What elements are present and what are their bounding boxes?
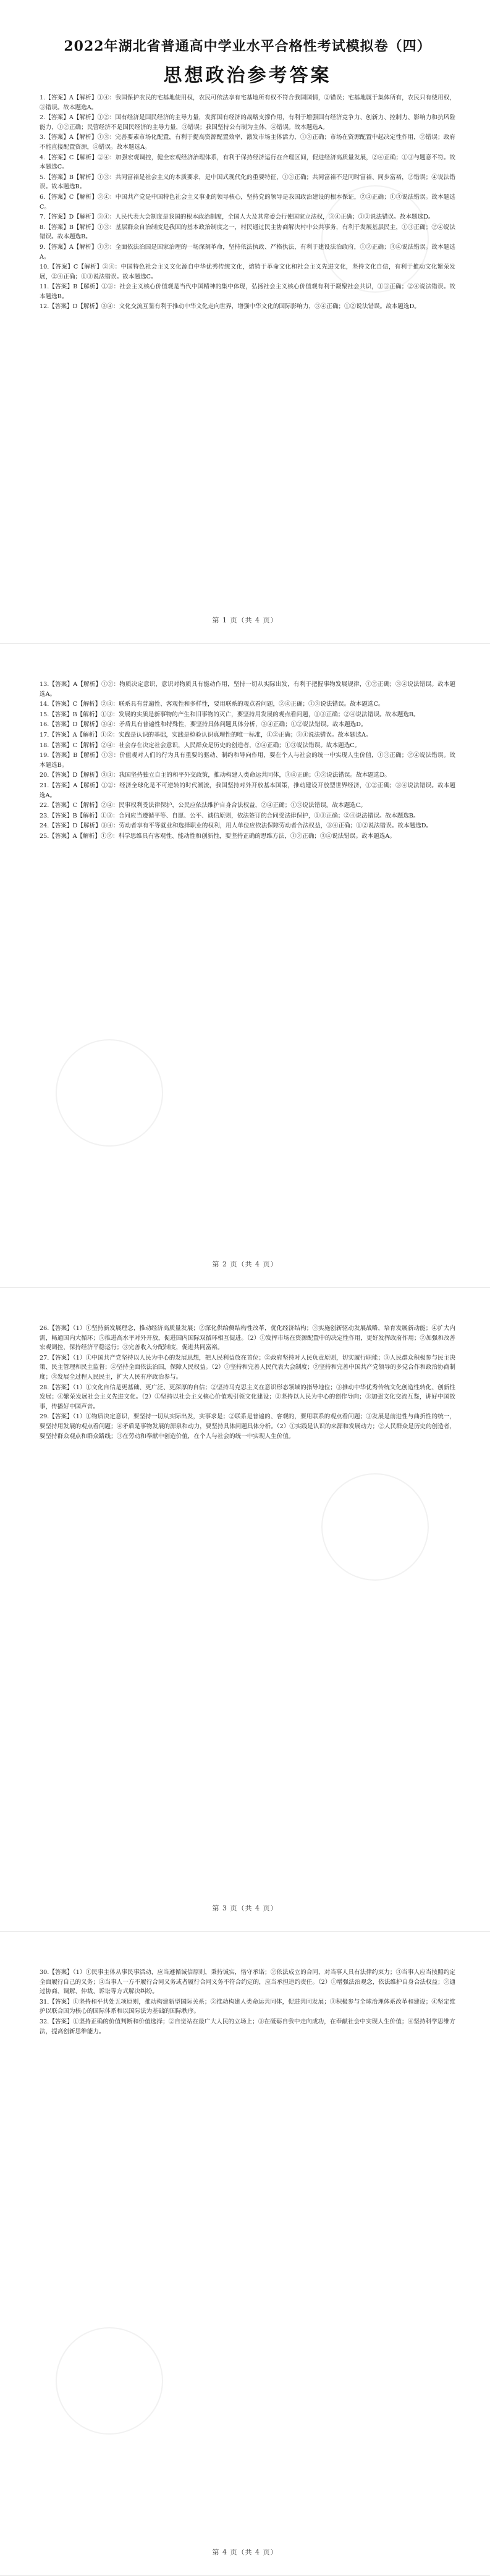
- answer-item: 19.【答案】B【解析】①③：价值观对人们的行为具有重要的驱动、制约和导向作用，要在个人与社会的统一中实现人生价值，①③正确；②④说法错误。故本题选B。: [40, 752, 455, 769]
- answer-item: 28.【答案】（1）①文化自信是更基础、更广泛、更深厚的自信；②坚持马克思主义在意识形态领域的指导地位；③推动中华优秀传统文化创造性转化、创新性发展；④繁荣发展社会主义先进文化。（2）①坚持以社会主义核心价值观引领文化建设；②坚持以人民为中心的创作导向；③加强文化交流互鉴，讲好中国故事，传播好中国声音。: [40, 1384, 455, 1410]
- answer-list: [40, 1968, 455, 2036]
- answer-list: [40, 680, 455, 842]
- answer-item: 12.【答案】D【解析】③④：文化交流互鉴有利于推动中华文化走向世界，增强中华文化的国际影响力，③④正确；①②说法错误。故本题选D。: [40, 303, 420, 311]
- answer-page-2: [0, 644, 490, 1288]
- page-footer: 第 3 页（共 4 页）: [212, 1904, 278, 1912]
- answer-item: 15.【答案】B【解析】①③：发展的实质是新事物的产生和旧事物的灭亡，要坚持用发展的观点看问题，①③正确；②④说法错误。故本题选B。: [40, 711, 420, 718]
- answer-item: 29.【答案】（1）①物质决定意识，要坚持一切从实际出发，实事求是；②联系是普遍的、客观的，要用联系的观点看问题；③发展是前进性与曲折性的统一，要坚持用发展的观点看问题；④矛盾是事物发展的源泉和动力，要坚持具体问题具体分析。（2）①实践是认识的来源和发展动力；②人民群众是历史的创造者，要坚持群众观点和群众路线；③在劳动和奉献中创造价值，在个人与社会的统一中实现人生价值。: [40, 1413, 455, 1440]
- answer-item: 2.【答案】A【解析】①②：国有经济是国民经济的主导力量，发挥国有经济的战略支撑作用，有利于增强国有经济竞争力、创新力、控制力、影响力和抗风险能力，①②正确；民营经济不是国民经济的主导力量，③错误；我国坚持公有制为主体，④错误。故本题选A。: [40, 114, 455, 131]
- answer-item: 3.【答案】A【解析】①③：完善要素市场化配置，有利于提高资源配置效率，激发市场主体活力，①③正确；市场在资源配置中起决定性作用，②错误；政府不能直接配置资源，④错误。故本题选A。: [40, 134, 455, 151]
- answer-item: 6.【答案】C【解析】②④：中国共产党是中国特色社会主义事业的领导核心，坚持党的领导是我国政治建设的根本保证，②④正确；①③说法错误。故本题选C。: [40, 193, 455, 211]
- answer-page-4: [0, 1932, 490, 2576]
- answer-item: 23.【答案】B【解析】①③：合同应当遵循平等、自愿、公平、诚信原则，依法签订的合同受法律保护，①③正确；②④说法错误。故本题选B。: [40, 812, 420, 819]
- answer-item: 17.【答案】A【解析】①②：实践是认识的基础，实践是检验认识真理性的唯一标准，①②正确；③④说法错误。故本题选A。: [40, 731, 372, 738]
- answer-item: 16.【答案】D【解析】③④：矛盾具有普遍性和特殊性，要坚持具体问题具体分析，③④正确；①②说法错误。故本题选D。: [40, 721, 367, 729]
- answer-item: 30.【答案】（1）①民事主体从事民事活动，应当遵循诚信原则，秉持诚实，恪守承诺；②依法成立的合同，对当事人具有法律约束力；③当事人应当按照约定全面履行自己的义务；④当事人一方不履行合同义务或者履行合同义务不符合约定的，应当承担违约责任。（2）①增强法治观念，依法维护自身合法权益；②通过协商、调解、仲裁、诉讼等方式解决纠纷。: [40, 1969, 455, 1996]
- page-footer: 第 4 页（共 4 页）: [212, 2548, 278, 2556]
- answer-item: 25.【答案】A【解析】①②：科学思维具有客观性、能动性和创新性，要坚持正确的思维方法，①②正确；③④说法错误。故本题选A。: [40, 832, 395, 840]
- answer-item: 7.【答案】D【解析】③④：人民代表大会制度是我国的根本政治制度，全国人大及其常委会行使国家立法权，③④正确；①②说法错误。故本题选D。: [40, 214, 434, 221]
- answer-page-3: [0, 1288, 490, 1932]
- answer-item: 13.【答案】A【解析】①②：物质决定意识，意识对物质具有能动作用，坚持一切从实际出发，有利于把握事物发展规律，①②正确；③④说法错误。故本题选A。: [40, 681, 455, 698]
- answer-list: [40, 93, 455, 312]
- answer-item: 8.【答案】B【解析】①③：基层群众自治制度是我国的基本政治制度之一，村民通过民主协商解决村中公共事务，有利于发展基层民主，①③正确；②④说法错误。故本题选B。: [40, 224, 455, 241]
- answer-item: 14.【答案】C【解析】②④：联系具有普遍性、客观性和多样性，要用联系的观点看问题，②④正确；①③说法错误。故本题选C。: [40, 701, 384, 708]
- watermark-seal: [56, 2327, 163, 2435]
- answer-item: 10.【答案】C【解析】②④：中国特色社会主义文化源自中华优秀传统文化，熔铸于革命文化和社会主义先进文化，坚持文化自信，有利于推动文化繁荣发展，②④正确；①③说法错误。故本题选C。: [40, 264, 455, 280]
- page-header: [40, 36, 455, 87]
- document-title: 思想政治参考答案: [163, 65, 332, 86]
- watermark-seal: [321, 1473, 429, 1581]
- answer-item: 9.【答案】A【解析】①②：全面依法治国是国家治理的一场深刻革命，坚持依法执政、严格执法，有利于建设法治政府，①②正确；③④说法错误。故本题选A。: [40, 243, 455, 261]
- answer-item: 11.【答案】B【解析】①③：社会主义核心价值观是当代中国精神的集中体现，弘扬社会主义核心价值观有利于凝聚社会共识，①③正确；②④说法错误。故本题选B。: [40, 283, 455, 300]
- exam-title: 2022年湖北省普通高中学业水平合格性考试模拟卷（四）: [64, 38, 431, 54]
- answer-item: 21.【答案】A【解析】①②：经济全球化是不可逆转的时代潮流，我国坚持对外开放基本国策，推动建设开放型世界经济，①②正确；③④说法错误。故本题选A。: [40, 782, 455, 799]
- answer-item: 31.【答案】①坚持和平共处五项原则，推动构建新型国际关系；②推动构建人类命运共同体，促进共同发展；③积极参与全球治理体系改革和建设；④坚定维护以联合国为核心的国际体系和以国际法为基础的国际秩序。: [40, 1998, 455, 2015]
- answer-item: 24.【答案】D【解析】③④：劳动者享有平等就业和选择职业的权利，用人单位应依法保障劳动者合法权益，③④正确；①②说法错误。故本题选D。: [40, 822, 433, 830]
- answer-item: 22.【答案】C【解析】②④：民事权利受法律保护，公民应依法维护自身合法权益，②④正确；①③说法错误。故本题选C。: [40, 802, 366, 809]
- page-footer: 第 1 页（共 4 页）: [212, 616, 278, 624]
- answer-item: 26.【答案】（1）①坚持新发展理念，推动经济高质量发展；②深化供给侧结构性改革，优化经济结构；③实施创新驱动发展战略，培育发展新动能；④扩大内需，畅通国内大循环；⑤推进高水平对外开放，促进国内国际双循环相互促进。（2）①发挥市场在资源配置中的决定性作用，更好发挥政府作用；②加强和改善宏观调控，保持经济平稳运行；③完善收入分配制度，促进共同富裕。: [40, 1325, 455, 1352]
- answer-page-1: [0, 0, 490, 644]
- answer-item: 5.【答案】B【解析】①③：共同富裕是社会主义的本质要求，是中国式现代化的重要特征，①③正确；共同富裕不是同时富裕、同步富裕，②错误；④说法错误。故本题选B。: [40, 174, 455, 191]
- answer-item: 4.【答案】C【解析】②④：加强宏观调控，健全宏观经济治理体系，有利于保持经济运行在合理区间，促进经济高质量发展，②④正确；①③与题意不符。故本题选C。: [40, 154, 455, 171]
- answer-item: 27.【答案】（1）①中国共产党坚持以人民为中心的发展思想，把人民利益放在首位；②政府坚持对人民负责原则，切实履行职能；③人民群众积极参与民主决策、民主管理和民主监督；④坚持全面依法治国，保障人民权益。（2）①坚持和完善人民代表大会制度；②坚持和完善中国共产党领导的多党合作和政治协商制度；③发展全过程人民民主，扩大人民有序政治参与。: [40, 1354, 455, 1381]
- answer-item: 32.【答案】①坚持正确的价值判断和价值选择；②自觉站在最广大人民的立场上；③在砥砺自我中走向成功，在奉献社会中实现人生价值；④坚持科学思维方法，提高创新思维能力。: [40, 2018, 455, 2035]
- answer-item: 20.【答案】D【解析】③④：我国坚持独立自主的和平外交政策，推动构建人类命运共同体，③④正确；①②说法错误。故本题选D。: [40, 772, 391, 779]
- watermark-seal: [56, 1039, 163, 1147]
- answer-list: [40, 1324, 455, 1441]
- page-footer: 第 2 页（共 4 页）: [212, 1260, 278, 1268]
- answer-item: 18.【答案】C【解析】②④：社会存在决定社会意识，人民群众是历史的创造者，②④正确；①③说法错误。故本题选C。: [40, 742, 361, 749]
- answer-item: 1.【答案】A【解析】①④：我国保护农民的宅基地使用权，农民可依法享有宅基地所有权不符合我国国情，②错误；宅基地属于集体所有，农民只有使用权，③错误。故本题选A。: [40, 94, 455, 111]
